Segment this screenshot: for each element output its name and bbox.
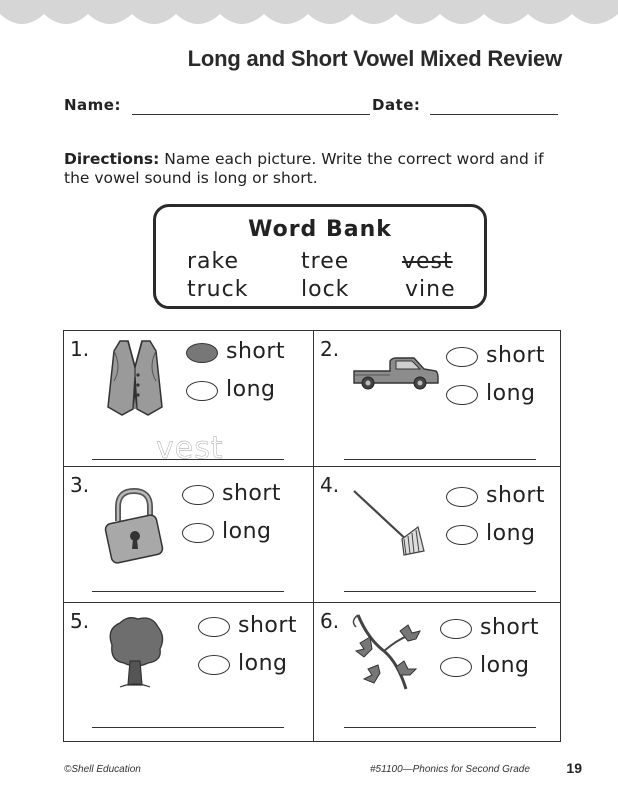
vine-picture — [338, 609, 424, 695]
page-title: Long and Short Vowel Mixed Review — [187, 46, 562, 71]
answer-line[interactable] — [344, 591, 536, 592]
long-label: long — [222, 519, 272, 544]
short-bubble[interactable] — [182, 485, 214, 505]
long-bubble[interactable] — [198, 655, 230, 675]
answer-line[interactable] — [92, 591, 284, 592]
long-label: long — [238, 651, 288, 676]
answer-line[interactable] — [92, 459, 284, 460]
item-number: 5. — [70, 609, 90, 633]
directions-text: Name each picture. Write the correct word and if the vowel sound is long or short. — [64, 150, 544, 187]
footer-copyright: ©Shell Education — [64, 764, 141, 775]
short-label: short — [486, 343, 546, 368]
exercise-cell-6 — [314, 603, 562, 739]
scalloped-top-border — [0, 0, 618, 32]
exercise-cell-2 — [314, 331, 562, 467]
item-number: 1. — [70, 337, 90, 361]
vest-picture — [104, 337, 166, 419]
lock-picture — [104, 487, 164, 565]
item-number: 4. — [320, 473, 340, 497]
word-bank-word: vine — [405, 277, 456, 302]
short-bubble[interactable] — [440, 619, 472, 639]
exercise-cell-5 — [64, 603, 312, 739]
long-bubble[interactable] — [446, 525, 478, 545]
name-label: Name: — [64, 96, 121, 114]
long-bubble[interactable] — [182, 523, 214, 543]
word-bank-title: Word Bank — [248, 217, 392, 242]
name-field-line[interactable] — [132, 114, 370, 115]
word-bank-word-struck: vest — [402, 249, 453, 274]
short-label: short — [486, 483, 546, 508]
truck-picture — [350, 355, 440, 391]
directions-label: Directions: — [64, 150, 160, 168]
item-number: 2. — [320, 337, 340, 361]
long-bubble[interactable] — [186, 381, 218, 401]
traced-answer: vest — [156, 431, 224, 466]
long-label: long — [226, 377, 276, 402]
long-label: long — [486, 521, 536, 546]
directions — [64, 150, 564, 188]
exercise-grid — [63, 330, 561, 742]
page-number: 19 — [566, 760, 582, 776]
exercise-cell-1 — [64, 331, 312, 467]
date-label: Date: — [372, 96, 421, 114]
rake-picture — [352, 489, 428, 559]
item-number: 3. — [70, 473, 90, 497]
short-label: short — [238, 613, 298, 638]
date-field-line[interactable] — [430, 114, 558, 115]
answer-line[interactable] — [344, 459, 536, 460]
short-bubble[interactable] — [446, 347, 478, 367]
short-label: short — [480, 615, 540, 640]
short-bubble[interactable] — [446, 487, 478, 507]
word-bank-box — [153, 204, 487, 309]
exercise-cell-4 — [314, 467, 562, 603]
short-bubble-filled[interactable] — [186, 343, 218, 363]
answer-line[interactable] — [344, 727, 536, 728]
short-bubble[interactable] — [198, 617, 230, 637]
exercise-cell-3 — [64, 467, 312, 603]
short-label: short — [226, 339, 286, 364]
item-number: 6. — [320, 609, 340, 633]
word-bank-word: tree — [301, 249, 350, 274]
word-bank-word: rake — [187, 249, 240, 274]
long-bubble[interactable] — [440, 657, 472, 677]
long-bubble[interactable] — [446, 385, 478, 405]
word-bank-word: lock — [301, 277, 350, 302]
footer-book-title: #51100—Phonics for Second Grade — [370, 764, 530, 775]
word-bank-word: truck — [187, 277, 249, 302]
long-label: long — [486, 381, 536, 406]
answer-line[interactable] — [92, 727, 284, 728]
name-date-row — [64, 96, 558, 120]
short-label: short — [222, 481, 282, 506]
long-label: long — [480, 653, 530, 678]
tree-picture — [104, 615, 166, 691]
